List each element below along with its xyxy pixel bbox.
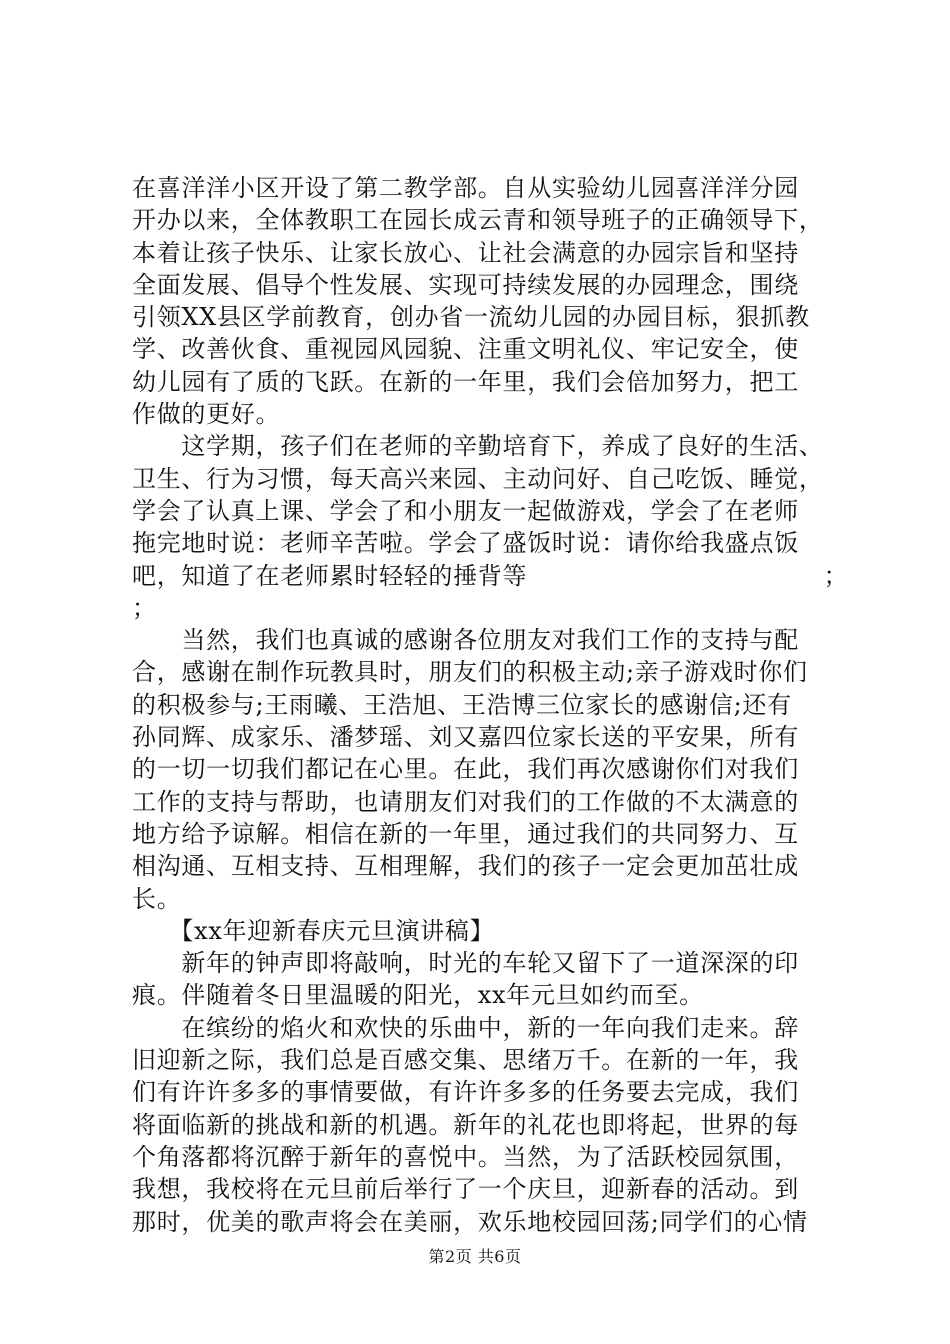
text-line: 全面发展、倡导个性发展、实现可持续发展的办园理念，围绕 — [132, 270, 799, 299]
text-line: 们有许许多多的事情要做，有许许多多的任务要去完成，我们 — [132, 1078, 799, 1107]
text-line: 长。 — [132, 884, 182, 913]
text-line: 当然，我们也真诚的感谢各位朋友对我们工作的支持与配 — [132, 626, 799, 655]
text-line: 卫生、行为习惯，每天高兴来园、主动问好、自己吃饭、睡觉， — [132, 464, 824, 493]
text-line: 合，感谢在制作玩教具时，朋友们的积极主动;亲子游戏时你们 — [132, 658, 808, 687]
page-number-footer: 第2页 共6页 — [428, 1247, 522, 1266]
text-line: 孙同辉、成家乐、潘梦瑶、刘又嘉四位家长送的平安果，所有 — [132, 723, 799, 752]
text-line: 本着让孩子快乐、让家长放心、让社会满意的办园宗旨和坚持 — [132, 238, 799, 267]
text-line: 拖完地时说：老师辛苦啦。学会了盛饭时说：请你给我盛点饭 — [132, 529, 799, 558]
text-line: 将面临新的挑战和新的机遇。新年的礼花也即将起，世界的每 — [132, 1110, 799, 1139]
text-line: 新年的钟声即将敲响，时光的车轮又留下了一道深深的印 — [132, 949, 799, 978]
text-line: 的一切一切我们都记在心里。在此，我们再次感谢你们对我们 — [132, 755, 799, 784]
text-line: 【xx年迎新春庆元旦演讲稿】 — [132, 916, 495, 945]
text-line: 我想，我校将在元旦前后举行了一个庆旦，迎新春的活动。到 — [132, 1175, 799, 1204]
text-line: 在喜洋洋小区开设了第二教学部。自从实验幼儿园喜洋洋分园 — [132, 174, 799, 202]
text-line: 工作的支持与帮助，也请朋友们对我们的工作做的不太满意的 — [132, 787, 799, 816]
text-line: 幼儿园有了质的飞跃。在新的一年里，我们会倍加努力，把工 — [132, 367, 799, 396]
body-text — [132, 172, 849, 1238]
text-line: 学会了认真上课、学会了和小朋友一起做游戏，学会了在老师 — [132, 496, 799, 525]
text-line: 引领XX县区学前教育，创办省一流幼儿园的办园目标，狠抓教 — [132, 303, 810, 332]
text-line: 学、改善伙食、重视园风园貌、注重文明礼仪、牢记安全，使 — [132, 335, 799, 364]
text-line: 吧，知道了在老师累时轻轻的捶背等 ； — [132, 561, 849, 590]
text-line: 旧迎新之际，我们总是百感交集、思绪万千。在新的一年，我 — [132, 1046, 799, 1075]
text-line: 的积极参与;王雨曦、王浩旭、王浩博三位家长的感谢信;还有 — [132, 690, 792, 719]
text-line: 开办以来，全体教职工在园长成云青和领导班子的正确领导下， — [132, 206, 824, 235]
text-line: 在缤纷的焰火和欢快的乐曲中，新的一年向我们走来。辞 — [132, 1013, 799, 1042]
text-line: 那时，优美的歌声将会在美丽，欢乐地校园回荡;同学们的心情 — [132, 1207, 808, 1236]
text-line: ； — [132, 593, 157, 622]
text-line: 这学期，孩子们在老师的辛勤培育下，养成了良好的生活、 — [132, 432, 824, 461]
text-line: 个角落都将沉醉于新年的喜悦中。当然，为了活跃校园氛围， — [132, 1142, 799, 1171]
text-line: 相沟通、互相支持、互相理解，我们的孩子一定会更加茁壮成 — [132, 852, 799, 881]
text-line: 地方给予谅解。相信在新的一年里，通过我们的共同努力、互 — [132, 819, 799, 848]
text-line: 作做的更好。 — [132, 400, 281, 429]
text-line: 痕。伴随着冬日里温暖的阳光，xx年元旦如约而至。 — [132, 981, 704, 1010]
